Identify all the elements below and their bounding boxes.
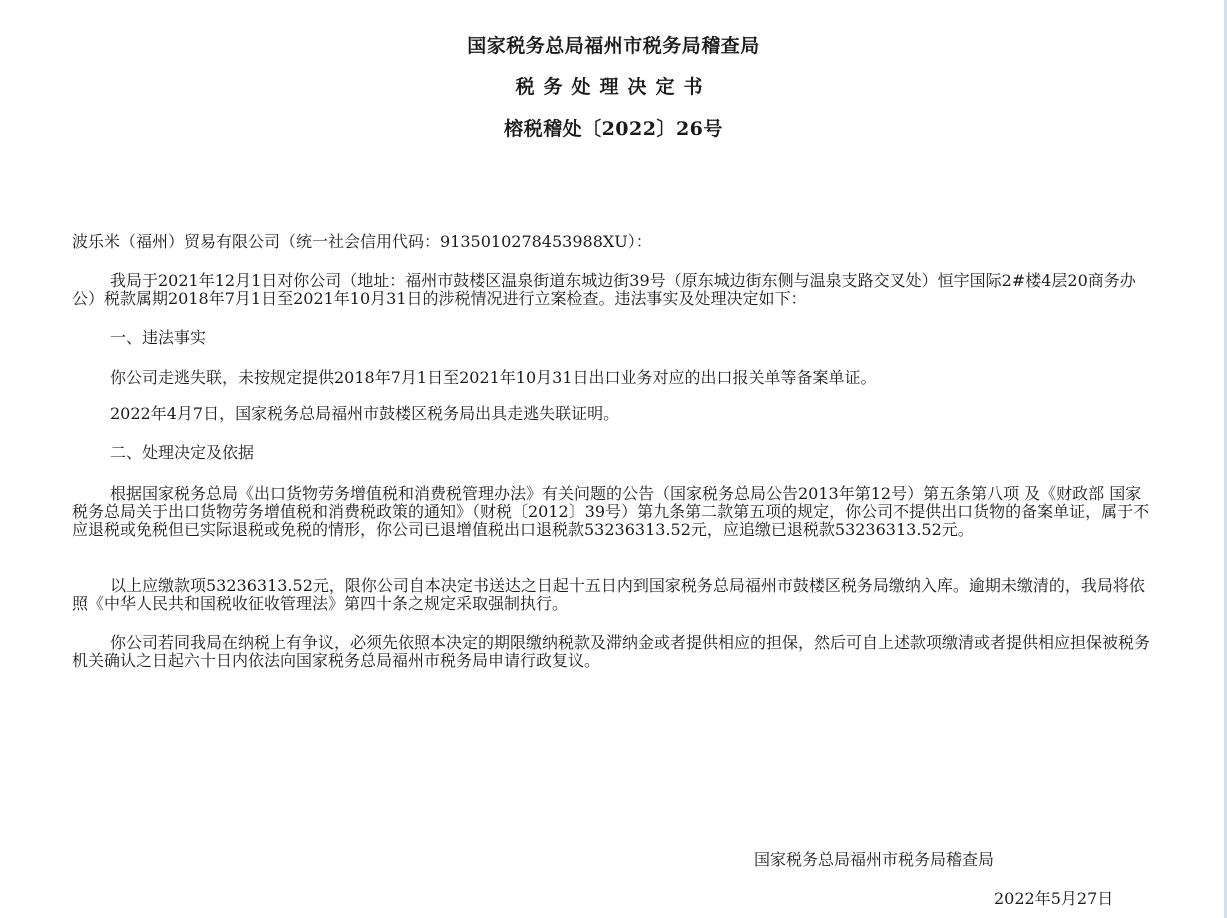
decision-paragraph: 根据国家税务总局《出口货物劳务增值税和消费税管理办法》有关问题的公告（国家税务总局公告2013年第12号）第五条第八项 及《财政部 国家税务总局关于出口货物劳务增值税和消费税政策的通知》（财税〔2012〕39号）第九条第二款第五项的规定，你公司不提供出口货物的备案单证，属于不应退税或免税但已实际退税或免税的情形，你公司已退增值税出口退税款53236313.52元，应追缴已退税款53236313.52元。 — [72, 484, 1150, 539]
signature-date: 2022年5月27日 — [994, 889, 1114, 908]
signature-issuer: 国家税务总局福州市税务局稽查局 — [754, 850, 995, 869]
appeal-paragraph: 你公司若同我局在纳税上有争议，必须先依照本决定的期限缴纳税款及滞纳金或者提供相应的担保，然后可自上述款项缴清或者提供相应担保被税务机关确认之日起六十日内依法向国家税务总局福州市税务局申请行政复议。 — [72, 633, 1151, 670]
fact-paragraph-2: 2022年4月7日，国家税务总局福州市鼓楼区税务局出具走逃失联证明。 — [110, 404, 620, 423]
document-type-title: 税务处理决定书 — [515, 76, 712, 98]
section-heading-decision: 二、处理决定及依据 — [110, 443, 255, 462]
fact-paragraph-1: 你公司走逃失联，未按规定提供2018年7月1日至2021年10月31日出口业务对应的出口报关单等备案单证。 — [110, 368, 877, 387]
section-heading-facts: 一、违法事实 — [110, 328, 207, 347]
intro-paragraph: 我局于2021年12月1日对你公司（地址：福州市鼓楼区温泉街道东城边街39号（原东城边街东侧与温泉支路交叉处）恒宇国际2#楼4层20商务办公）税款属期2018年7月1日至2021年10月31日的涉税情况进行立案检查。违法事实及处理决定如下： — [72, 271, 1136, 308]
payment-paragraph: 以上应缴款项53236313.52元，限你公司自本决定书送达之日起十五日内到国家税务总局福州市鼓楼区税务局缴纳入库。逾期未缴清的，我局将依照《中华人民共和国税收征收管理法》第四十条之规定采取强制执行。 — [72, 576, 1145, 613]
document-number: 榕税稽处〔2022〕26号 — [504, 118, 723, 140]
issuer-title: 国家税务总局福州市税务局稽查局 — [467, 35, 760, 57]
addressee-line: 波乐米（福州）贸易有限公司（统一社会信用代码：913501027845398​8XU）： — [72, 232, 652, 251]
